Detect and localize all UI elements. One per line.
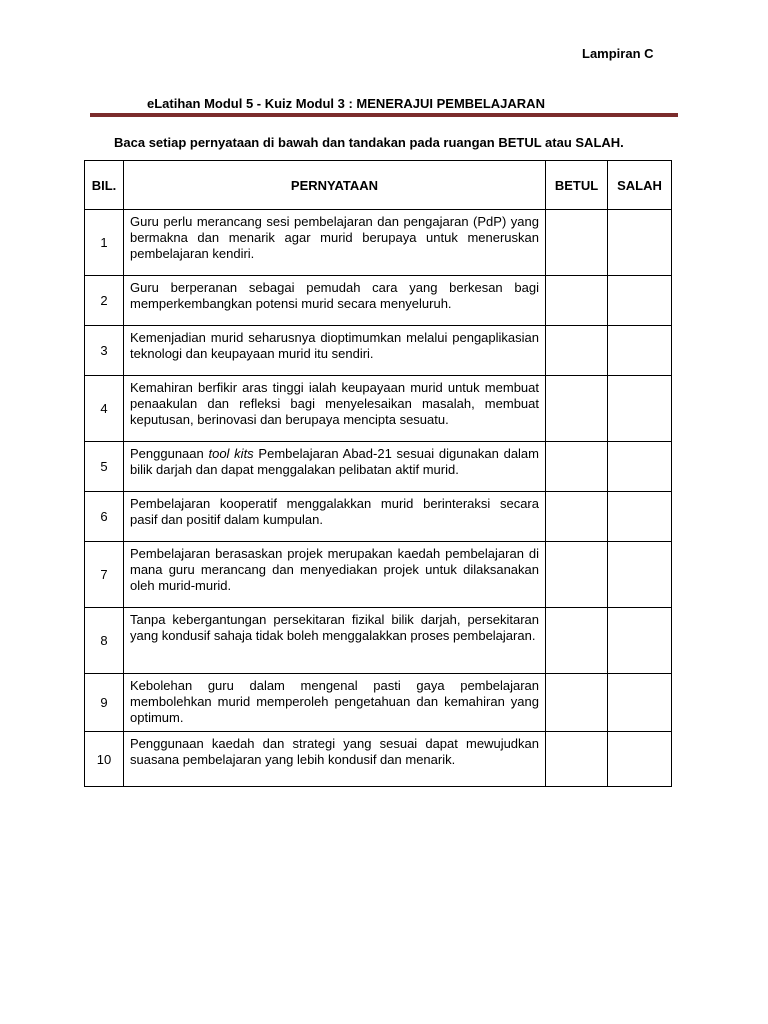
statement-emphasis: tool kits xyxy=(208,446,254,461)
true-answer-cell[interactable] xyxy=(546,276,608,326)
table-row xyxy=(85,732,672,787)
row-number: 3 xyxy=(85,326,124,376)
false-answer-cell[interactable] xyxy=(608,492,672,542)
false-answer-cell[interactable] xyxy=(608,326,672,376)
table-row xyxy=(85,542,672,608)
true-answer-cell[interactable] xyxy=(546,608,608,674)
table-row xyxy=(85,326,672,376)
row-statement: Kemahiran berfikir aras tinggi ialah keupayaan murid untuk membuat penaakulan dan refleksi bagi menyelesaikan masalah, membuat keputusan, berinovasi dan berupaya mencipta sesuatu. xyxy=(124,376,546,442)
false-answer-cell[interactable] xyxy=(608,732,672,787)
row-number: 9 xyxy=(85,674,124,732)
row-number: 2 xyxy=(85,276,124,326)
row-statement: Pembelajaran berasaskan projek merupakan kaedah pembelajaran di mana guru merancang dan menyediakan projek untuk dilaksanakan oleh murid-murid. xyxy=(124,542,546,608)
row-number: 7 xyxy=(85,542,124,608)
column-header-number: BIL. xyxy=(85,161,124,210)
table-row xyxy=(85,608,672,674)
false-answer-cell[interactable] xyxy=(608,542,672,608)
row-statement: Kemenjadian murid seharusnya dioptimumkan melalui pengaplikasian teknologi dan keupayaan murid itu sendiri. xyxy=(124,326,546,376)
table-row xyxy=(85,210,672,276)
column-header-statement: PERNYATAAN xyxy=(124,161,546,210)
false-answer-cell[interactable] xyxy=(608,276,672,326)
row-number: 5 xyxy=(85,442,124,492)
table-row xyxy=(85,674,672,732)
table-row xyxy=(85,376,672,442)
table-row xyxy=(85,492,672,542)
false-answer-cell[interactable] xyxy=(608,376,672,442)
true-answer-cell[interactable] xyxy=(546,326,608,376)
false-answer-cell[interactable] xyxy=(608,608,672,674)
row-statement: Pembelajaran kooperatif menggalakkan murid berinteraksi secara pasif dan positif dalam kumpulan. xyxy=(124,492,546,542)
statement-text: Pembelajaran Abad-21 sesuai digunakan dalam bilik darjah dan dapat menggalakan pelibatan aktif murid. xyxy=(130,446,539,477)
true-answer-cell[interactable] xyxy=(546,210,608,276)
statement-text: Penggunaan xyxy=(130,446,209,461)
appendix-label: Lampiran C xyxy=(582,46,654,61)
true-answer-cell[interactable] xyxy=(546,542,608,608)
true-answer-cell[interactable] xyxy=(546,674,608,732)
instruction-text: Baca setiap pernyataan di bawah dan tandakan pada ruangan BETUL atau SALAH. xyxy=(114,135,624,150)
false-answer-cell[interactable] xyxy=(608,674,672,732)
column-header-false: SALAH xyxy=(608,161,672,210)
document-title: eLatihan Modul 5 - Kuiz Modul 3 : MENERAJUI PEMBELAJARAN xyxy=(147,96,545,111)
row-statement: Penggunaan kaedah dan strategi yang sesuai dapat mewujudkan suasana pembelajaran yang lebih kondusif dan menarik. xyxy=(124,732,546,787)
row-statement: Guru perlu merancang sesi pembelajaran dan pengajaran (PdP) yang bermakna dan menarik agar murid berupaya untuk meneruskan pembelajaran kendiri. xyxy=(124,210,546,276)
row-number: 6 xyxy=(85,492,124,542)
row-statement: Kebolehan guru dalam mengenal pasti gaya pembelajaran membolehkan murid memperoleh pengetahuan dan kemahiran yang optimum. xyxy=(124,674,546,732)
table-header-row xyxy=(85,161,672,210)
false-answer-cell[interactable] xyxy=(608,210,672,276)
quiz-table xyxy=(84,160,672,787)
true-answer-cell[interactable] xyxy=(546,442,608,492)
row-number: 4 xyxy=(85,376,124,442)
row-statement: Guru berperanan sebagai pemudah cara yang berkesan bagi memperkembangkan potensi murid secara menyeluruh. xyxy=(124,276,546,326)
row-number: 8 xyxy=(85,608,124,674)
row-statement: Tanpa kebergantungan persekitaran fizikal bilik darjah, persekitaran yang kondusif sahaja tidak boleh menggalakkan proses pembelajaran. xyxy=(124,608,546,674)
row-number: 10 xyxy=(85,732,124,787)
true-answer-cell[interactable] xyxy=(546,732,608,787)
true-answer-cell[interactable] xyxy=(546,492,608,542)
column-header-true: BETUL xyxy=(546,161,608,210)
title-underline-rule xyxy=(90,113,678,117)
table-row xyxy=(85,276,672,326)
row-statement xyxy=(124,442,546,492)
true-answer-cell[interactable] xyxy=(546,376,608,442)
row-number: 1 xyxy=(85,210,124,276)
false-answer-cell[interactable] xyxy=(608,442,672,492)
table-row xyxy=(85,442,672,492)
